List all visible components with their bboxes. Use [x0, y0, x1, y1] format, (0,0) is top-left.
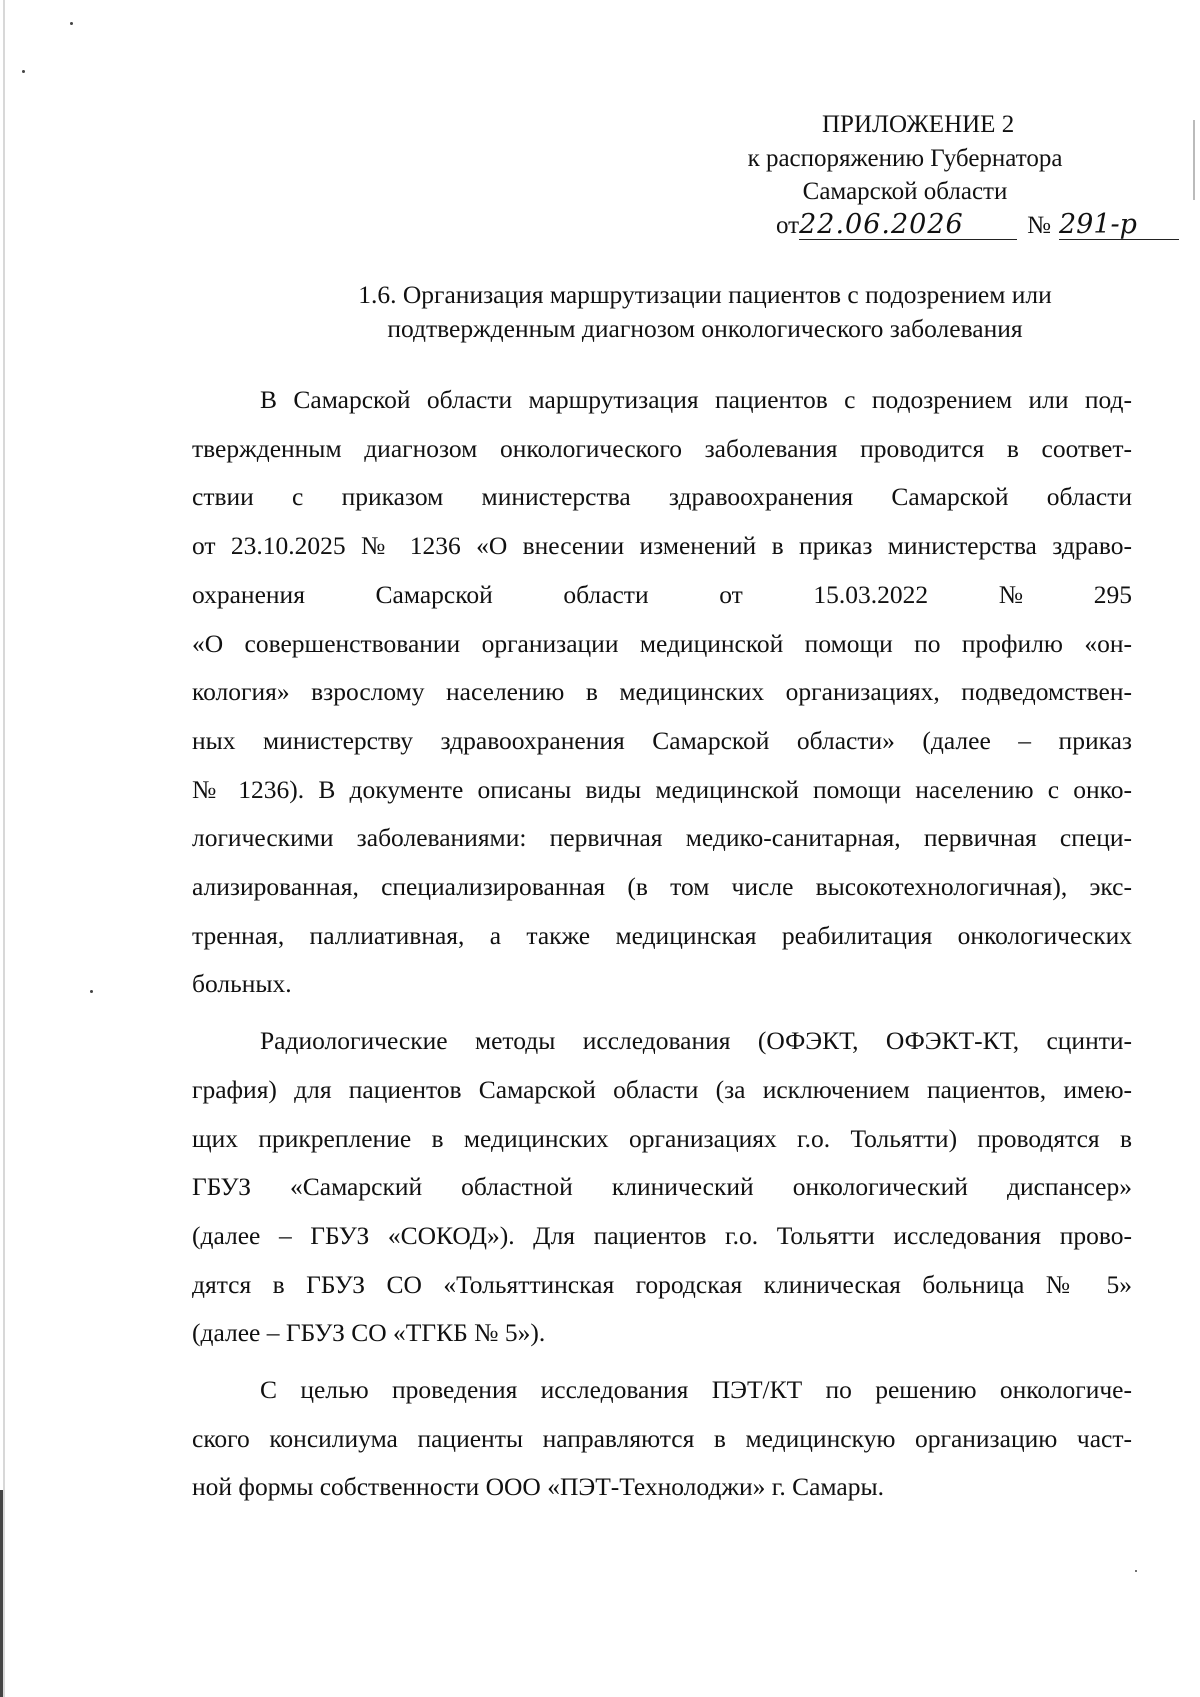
- paragraph-gap: [192, 1358, 1132, 1366]
- text-line: логическими заболеваниями: первичная медико-санитарная, первичная специ-: [192, 823, 1132, 853]
- number-sign: №: [1027, 212, 1051, 239]
- section-title-line: подтвержденным диагнозом онкологического заболевания: [387, 314, 1023, 343]
- date-prefix: от: [776, 212, 800, 239]
- text-line: С целью проведения исследования ПЭТ/КТ по решению онкологиче-: [260, 1375, 1132, 1405]
- text-line: тренная, паллиативная, а также медицинская реабилитация онкологических: [192, 920, 1132, 950]
- handwritten-number: 291-р: [1059, 211, 1179, 240]
- scan-edge: [3, 0, 5, 1697]
- text-line: графия) для пациентов Самарской области (за исключением пациентов, имею-: [192, 1074, 1132, 1104]
- scan-speck: [90, 990, 93, 993]
- body-text: [192, 376, 1132, 1512]
- text-line: ского консилиума пациенты направляются в медицинскую организацию част-: [192, 1423, 1132, 1453]
- text-line: твержденным диагнозом онкологического заболевания проводится в соответ-: [192, 433, 1132, 463]
- appendix-label: ПРИЛОЖЕНИЕ 2: [822, 111, 1015, 138]
- text-line: больных.: [192, 969, 292, 999]
- text-word: охранения: [192, 579, 305, 609]
- text-word: Самарской: [375, 579, 493, 609]
- scan-mark: [1193, 120, 1195, 200]
- text-line: № 1236). В документе описаны виды медицинской помощи населению с онко-: [192, 774, 1132, 804]
- text-line: ствии с приказом министерства здравоохранения Самарской области: [192, 482, 1132, 512]
- text-line: дятся в ГБУЗ СО «Тольяттинская городская клиническая больница № 5»: [192, 1269, 1132, 1299]
- paragraph: [192, 1366, 1132, 1512]
- text-line: щих прикрепление в медицинских организациях г.о. Тольятти) проводятся в: [192, 1123, 1132, 1153]
- scan-speck: [70, 22, 73, 25]
- appendix-date-number: [776, 209, 1179, 242]
- text-line: (далее – ГБУЗ «СОКОД»). Для пациентов г.о. Тольятти исследования прово-: [192, 1220, 1132, 1250]
- text-line: ной формы собственности ООО «ПЭТ-Технолоджи» г. Самары.: [192, 1472, 884, 1502]
- text-line: ных министерству здравоохранения Самарской области» (далее – приказ: [192, 725, 1132, 755]
- handwritten-date: 22.06.2026: [799, 211, 1017, 240]
- text-line: В Самарской области маршрутизация пациентов с подозрением или под-: [260, 385, 1132, 414]
- text-line: ГБУЗ «Самарский областной клинический онкологический диспансер»: [192, 1172, 1132, 1202]
- text-line: Радиологические методы исследования (ОФЭКТ, ОФЭКТ-КТ, сцинти-: [260, 1026, 1132, 1056]
- text-line: от 23.10.2025 № 1236 «О внесении изменений в приказ министерства здраво-: [192, 531, 1132, 561]
- paragraph: [192, 376, 1132, 1009]
- text-line: кология» взрослому населению в медицинских организациях, подведомствен-: [192, 677, 1132, 707]
- appendix-order-ref: к распоряжению Губернатора: [747, 145, 1063, 172]
- text-line: «О совершенствовании организации медицинской помощи по профилю «он-: [192, 628, 1132, 658]
- text-line: (далее – ГБУЗ СО «ТГКБ № 5»).: [192, 1318, 546, 1348]
- text-line: [192, 571, 1132, 620]
- scan-speck: [1135, 1570, 1137, 1572]
- appendix-region: Самарской области: [802, 178, 1008, 205]
- text-word: 15.03.2022: [813, 579, 929, 609]
- scan-edge-dark: [0, 1490, 3, 1697]
- section-title-line: 1.6. Организация маршрутизации пациентов с подозрением или: [358, 280, 1052, 309]
- text-word: области: [563, 579, 649, 609]
- text-word: №: [998, 579, 1024, 609]
- scan-speck: [22, 70, 25, 73]
- text-line: ализированная, специализированная (в том числе высокотехнологичная), экс-: [192, 872, 1132, 902]
- paragraph: [192, 1017, 1132, 1358]
- paragraph-gap: [192, 1009, 1132, 1017]
- text-word: 295: [1093, 579, 1132, 609]
- text-word: от: [719, 579, 743, 609]
- section-title: [250, 278, 1160, 346]
